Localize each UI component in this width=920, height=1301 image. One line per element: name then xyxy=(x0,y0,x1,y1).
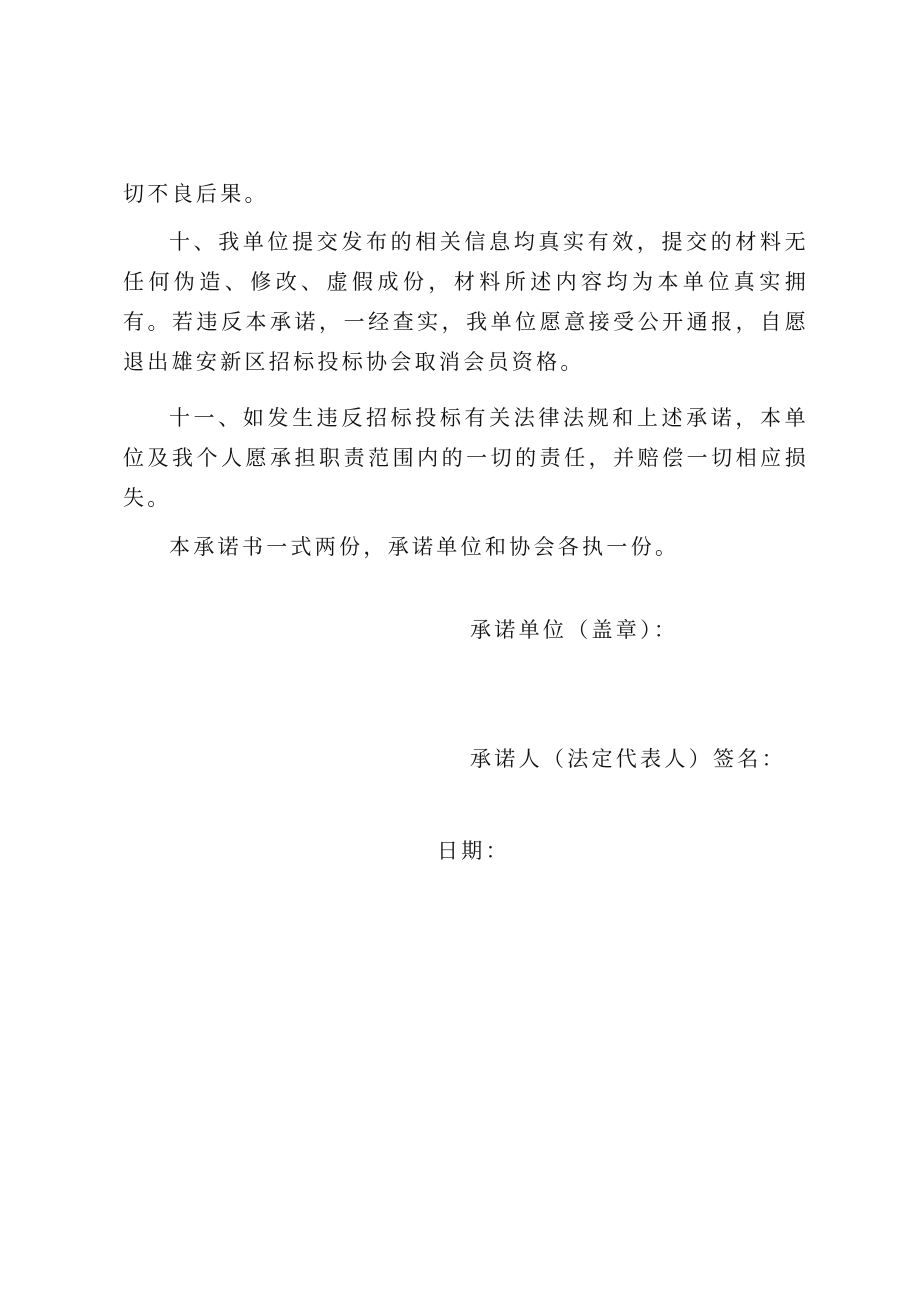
signature-date-label: 日期： xyxy=(437,839,510,863)
paragraph-item-eleven: 十一、如发生违反招标投标有关法律法规和上述承诺，本单位及我个人愿承担职责范围内的一切的责任，并赔偿一切相应损失。 xyxy=(123,406,809,510)
paragraph-continuation: 切不良后果。 xyxy=(123,182,269,206)
paragraph-copies-note: 本承诺书一式两份，承诺单位和协会各执一份。 xyxy=(169,535,680,559)
paragraph-item-ten: 十、我单位提交发布的相关信息均真实有效，提交的材料无任何伪造、修改、虚假成份，材料所述内容均为本单位真实拥有。若违反本承诺，一经查实，我单位愿意接受公开通报，自愿退出雄安新区招标投标协会取消会员资格。 xyxy=(123,230,809,374)
signature-unit-seal-label: 承诺单位（盖章）： xyxy=(470,618,679,642)
signature-legal-representative-label: 承诺人（法定代表人）签名： xyxy=(470,747,786,771)
